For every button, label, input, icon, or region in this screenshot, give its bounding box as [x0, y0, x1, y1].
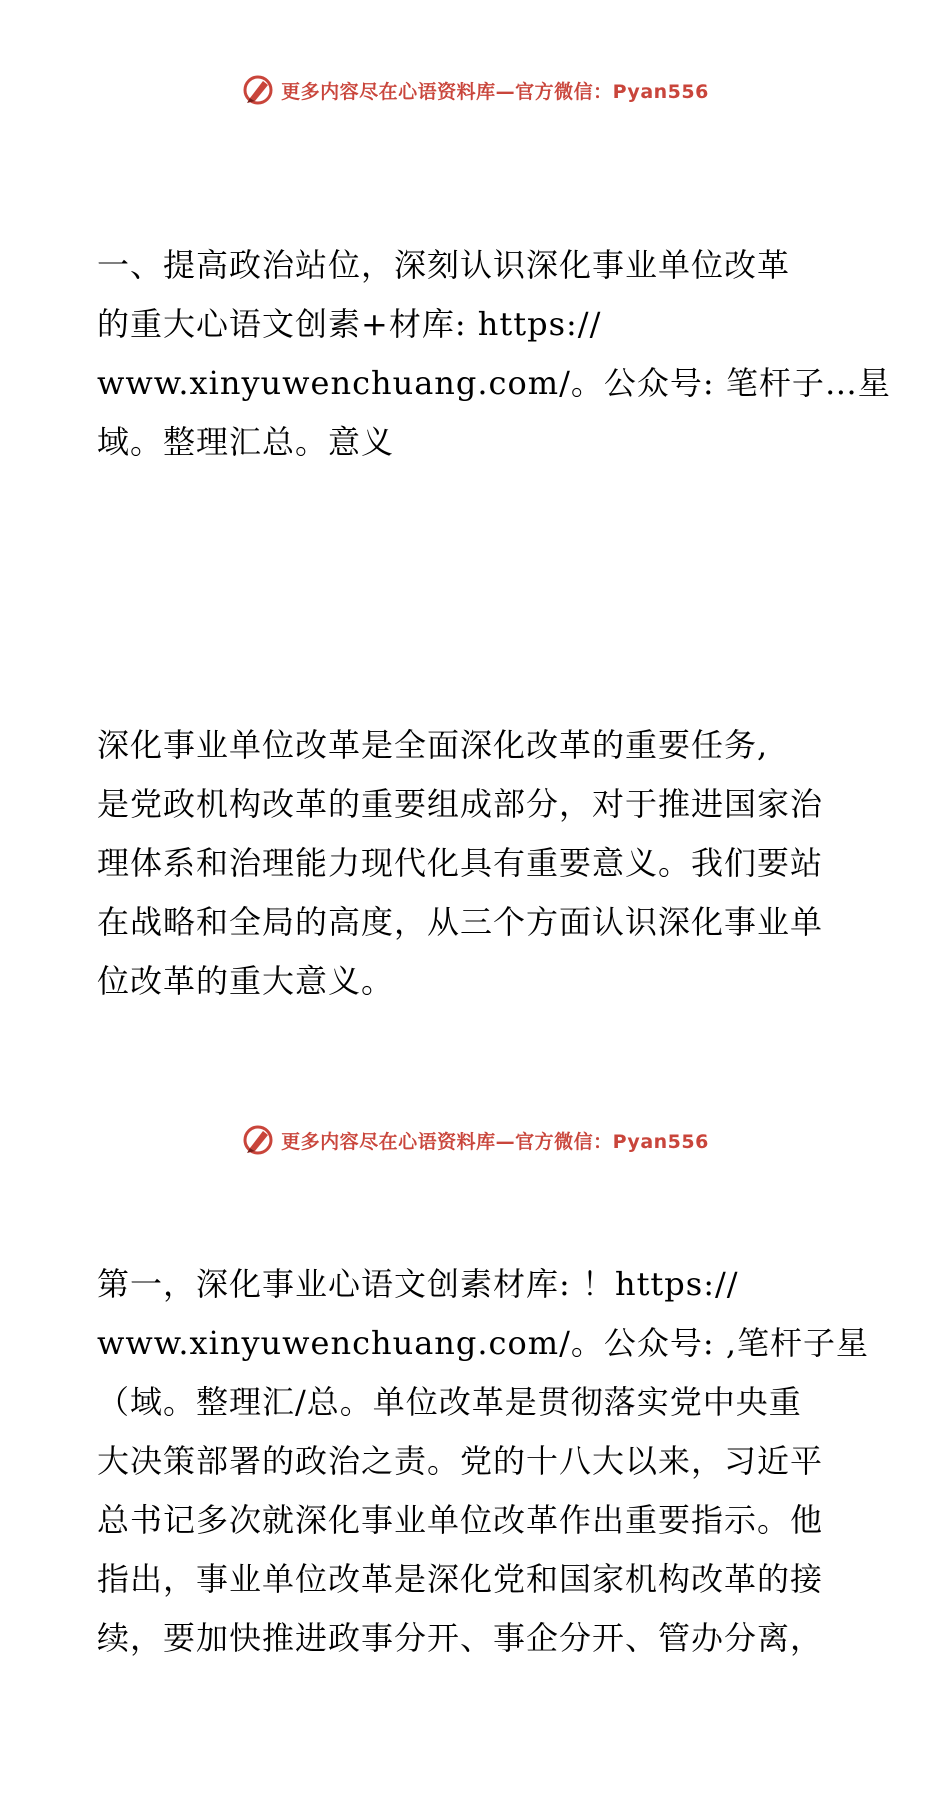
text-line: www.xinyuwenchuang.com/。公众号: 笔杆子…星 — [97, 364, 891, 402]
text-line: 大决策部署的政治之责。党的十八大以来，习近平 — [97, 1442, 824, 1480]
paragraph-1 — [97, 118, 891, 590]
text-line: 一、提高政治站位，深刻认识深化事业单位改革 — [97, 246, 791, 284]
header-watermark — [0, 70, 950, 110]
text-line: 在战略和全局的高度，从三个方面认识深化事业单 — [97, 903, 824, 941]
text-line: 深化事业单位改革是全面深化改革的重要任务, — [97, 726, 769, 764]
text-line: 是党政机构改革的重要组成部分，对于推进国家治 — [97, 785, 824, 823]
text-line: 理体系和治理能力现代化具有重要意义。我们要站 — [97, 844, 824, 882]
text-line: 第一，深化事业心语文创素材库: ！https:// — [97, 1265, 739, 1303]
text-line: 的重大心语文创素+材库: https:// — [97, 305, 602, 343]
pen-logo-icon — [241, 1123, 275, 1157]
watermark-text: 更多内容尽在心语资料库—官方微信：Pyan556 — [281, 1130, 709, 1153]
watermark-text: 更多内容尽在心语资料库—官方微信：Pyan556 — [281, 80, 709, 103]
footer-watermark — [0, 1120, 950, 1160]
paragraph-3 — [97, 1137, 869, 1786]
text-line: 总书记多次就深化事业单位改革作出重要指示。他 — [97, 1501, 824, 1539]
pen-logo-icon — [241, 73, 275, 107]
paragraph-2 — [97, 598, 857, 1129]
text-line: （域。整理汇/总。单位改革是贯彻落实党中央重 — [97, 1383, 802, 1421]
text-line: 域。整理汇总。意义 — [97, 423, 395, 461]
text-line: 位改革的重大意义。 — [97, 962, 395, 1000]
text-line: 指出，事业单位改革是深化党和国家机构改革的接 — [97, 1560, 824, 1598]
text-line: www.xinyuwenchuang.com/。公众号: ,笔杆子星 — [97, 1324, 869, 1362]
text-line: 续，要加快推进政事分开、事企分开、管办分离， — [97, 1619, 824, 1657]
document-body — [97, 118, 891, 1794]
